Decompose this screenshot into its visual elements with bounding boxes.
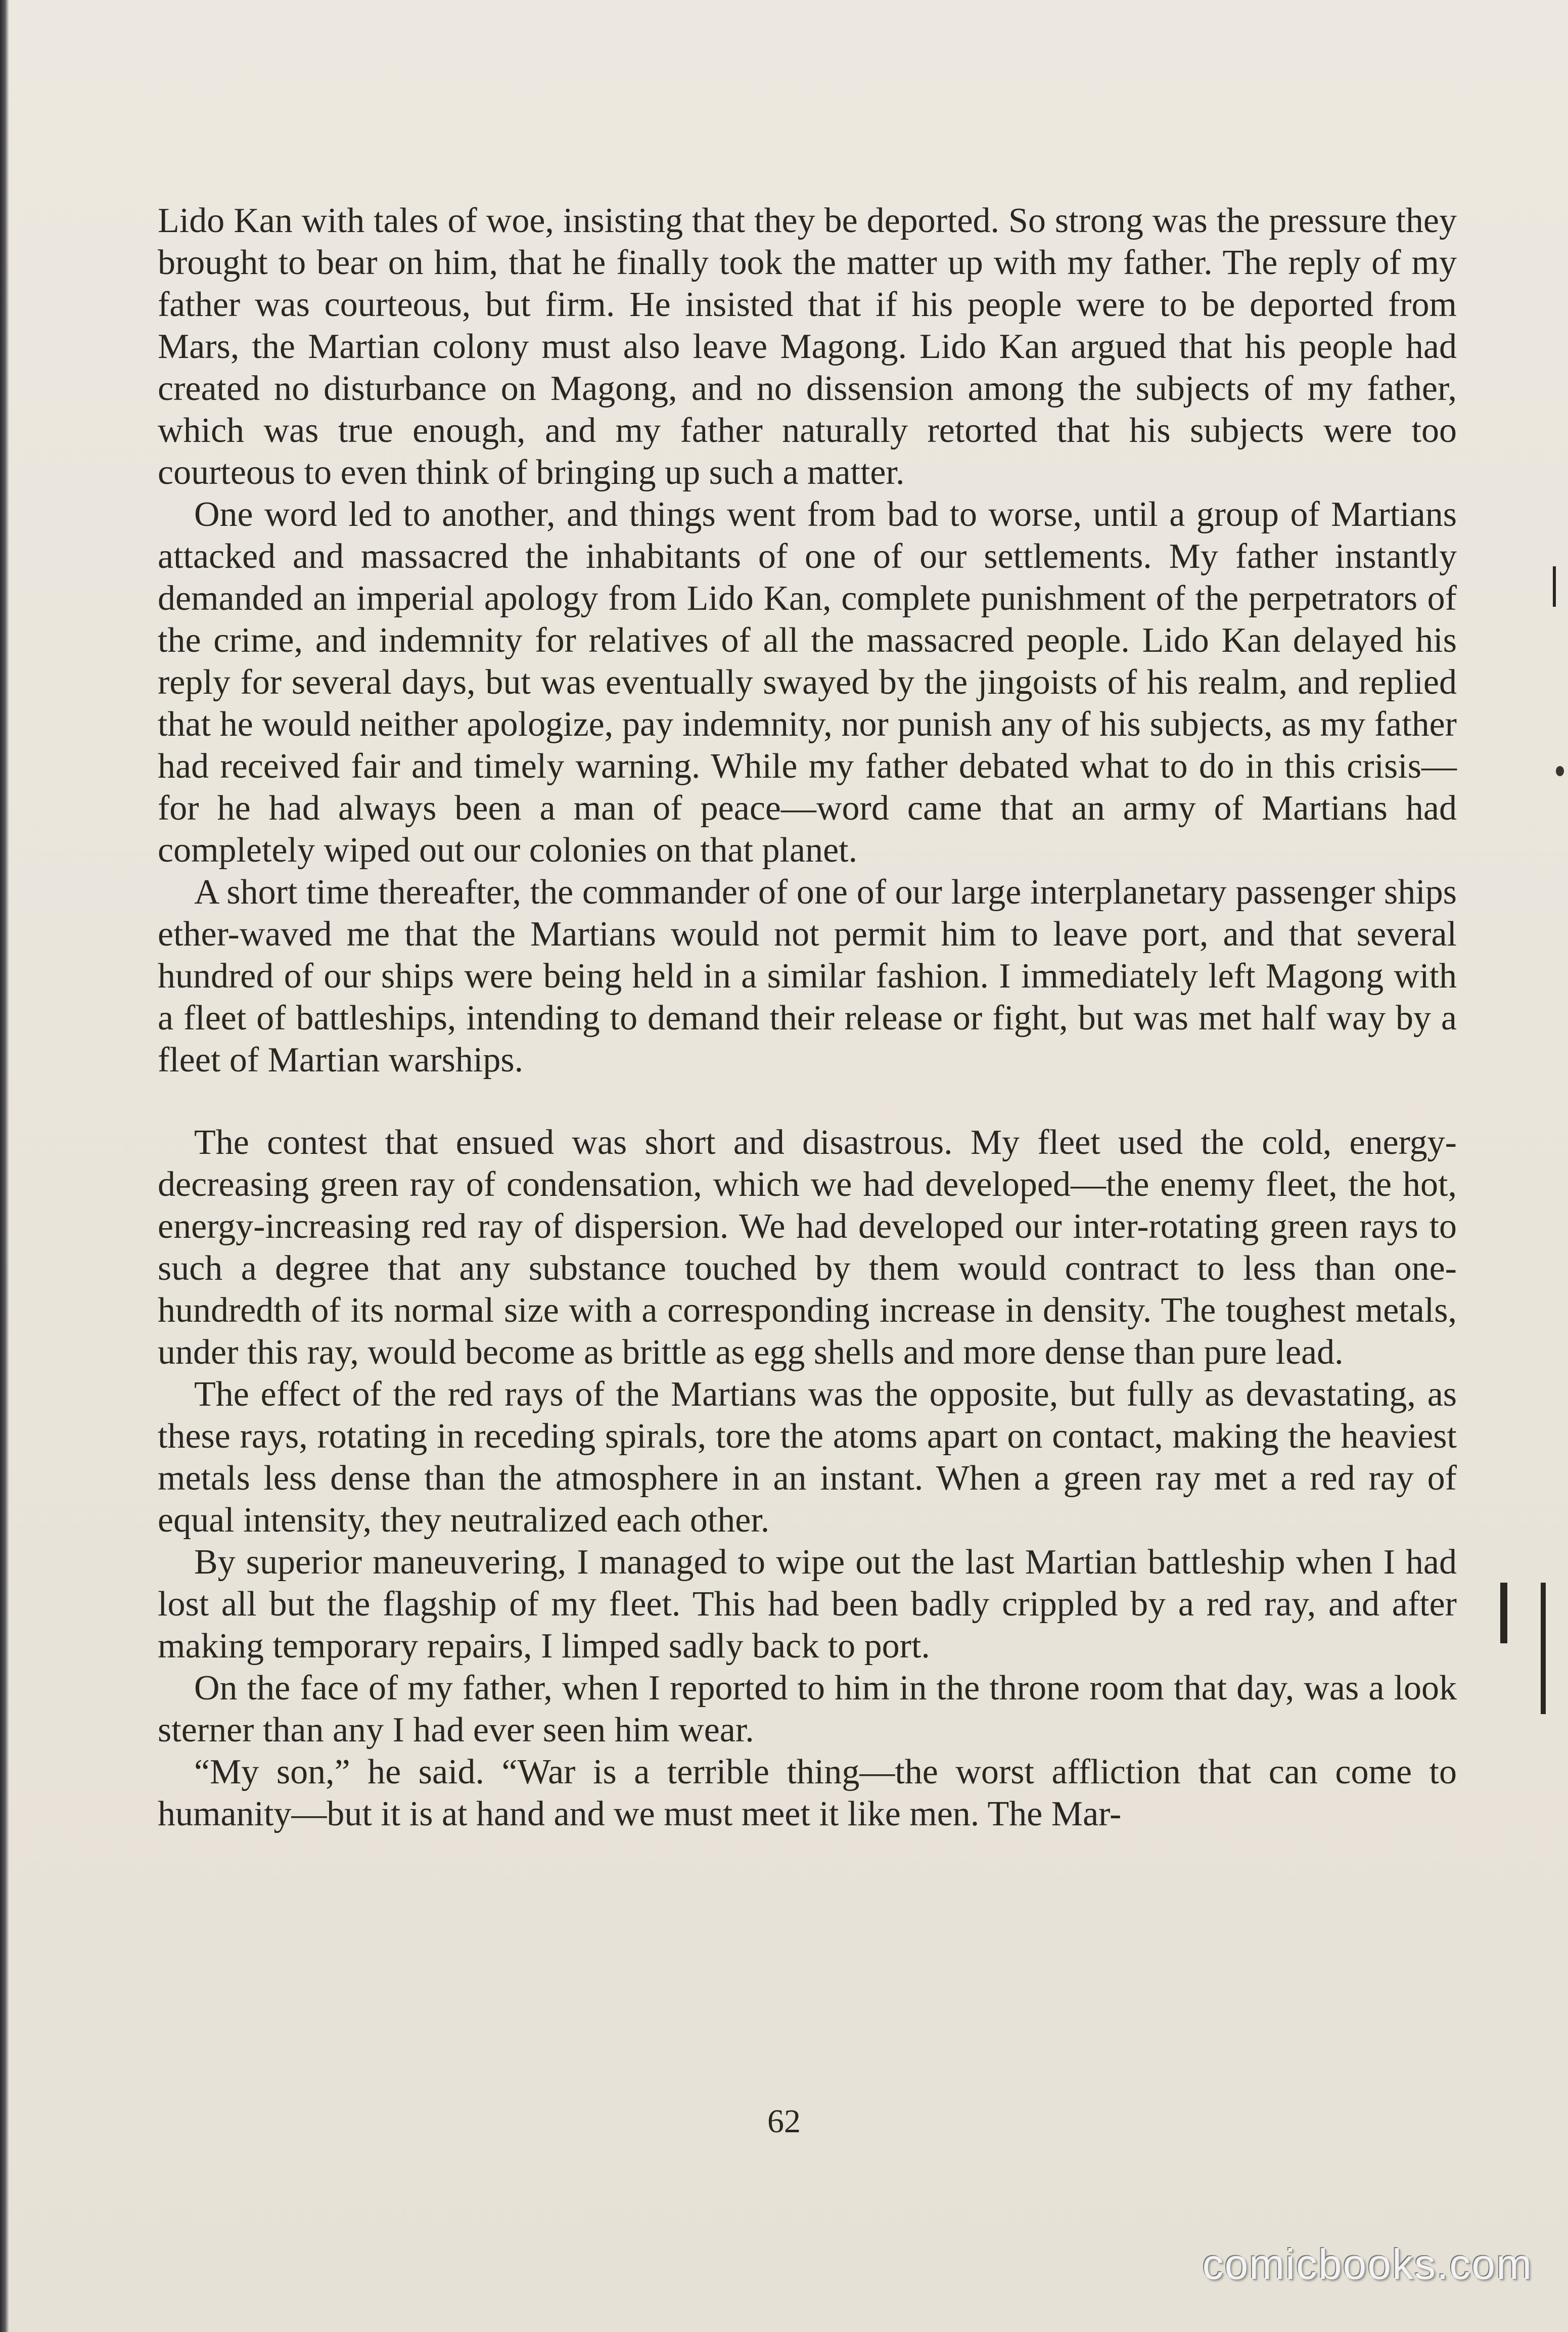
scan-mark: [1541, 1583, 1546, 1714]
scan-speck: [1556, 766, 1564, 776]
scan-mark: [1500, 1583, 1507, 1643]
scan-mark: [1553, 566, 1556, 607]
paragraph: One word led to another, and things went from bad to worse, until a group of Martians attacked and massacred the inhabitants of one of our settlements. My father instantly demanded an imperial apology from Lido Kan, complete punishment of the perpetrators of the crime, and indemnity for relatives of all the massacred people. Lido Kan delayed his reply for several days, but was eventually swayed by the jingoists of his realm, and replied that he would neither apologize, pay indemnity, nor punish any of his subjects, as my father had received fair and timely warning. While my father debated what to do in this crisis—for he had always been a man of peace—word came that an army of Martians had completely wiped out our colonies on that planet.: [158, 495, 1457, 870]
site-watermark: comicbooks.com: [1202, 2240, 1533, 2288]
paragraph: By superior maneuvering, I managed to wipe out the last Martian battleship when I had lost all but the flagship of my fleet. This had been badly crippled by a red ray, and after making temporary repairs, I limped sadly back to port.: [158, 1543, 1457, 1666]
paragraph: The effect of the red rays of the Martians was the opposite, but fully as devastating, as these rays, rotating in receding spirals, tore the atoms apart on contact, making the heaviest metals less dense than the atmosphere in an instant. When a green ray met a red ray of equal intensity, they neutralized each other.: [158, 1375, 1457, 1540]
paragraph: The contest that ensued was short and disastrous. My fleet used the cold, energy-decreasing green ray of condensation, which we had developed—the enemy fleet, the hot, energy-increasing red ray of dispersion. We had developed our inter-rotating green rays to such a degree that any substance touched by them would contract to less than one-hundredth of its normal size with a corresponding increase in density. The toughest metals, under this ray, would become as brittle as egg shells and more dense than pure lead.: [158, 1123, 1457, 1372]
paragraph: “My son,” he said. “War is a terrible thing—the worst affliction that can come to humanity—but it is at hand and we must meet it like men. The Mar-: [158, 1753, 1457, 1833]
paragraph: Lido Kan with tales of woe, insisting that they be deported. So strong was the pressure they brought to bear on him, that he finally took the matter up with my father. The reply of my father was courteous, but firm. He insisted that if his people were to be deported from Mars, the Martian colony must also leave Magong. Lido Kan argued that his people had created no disturbance on Magong, and no dissension among the subjects of my father, which was true enough, and my father naturally retorted that his subjects were too courteous to even think of bringing up such a matter.: [158, 201, 1457, 492]
page-binding-edge: [0, 0, 9, 2332]
body-text: [158, 200, 1457, 1835]
section-break: [158, 1081, 1457, 1122]
paragraph: On the face of my father, when I reported to him in the throne room that day, was a look sterner than any I had ever seen him wear.: [158, 1669, 1457, 1750]
paragraph: A short time thereafter, the commander of one of our large interplanetary passenger ships ether-waved me that the Martians would not permit him to leave port, and that several hundred of our ships were being held in a similar fashion. I immediately left Magong with a fleet of battleships, intending to demand their release or fight, but was met half way by a fleet of Martian warships.: [158, 873, 1457, 1080]
page-number: 62: [767, 2103, 801, 2140]
